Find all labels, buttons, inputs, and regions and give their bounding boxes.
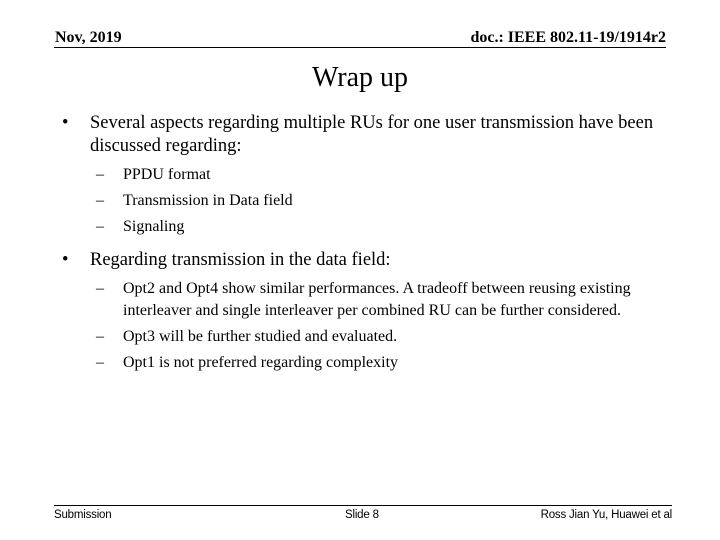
dash-marker: – (96, 218, 104, 235)
sub-item (62, 326, 672, 349)
sub-item-text: Opt3 will be further studied and evaluated. (123, 328, 398, 345)
dash-marker: – (96, 279, 104, 297)
sub-item (62, 216, 672, 239)
sub-item-text: Signaling (123, 218, 185, 235)
slide-title: Wrap up (311, 62, 409, 93)
dash-marker: – (96, 192, 104, 209)
footer-slide-number: Slide 8 (345, 509, 379, 521)
header-date: Nov, 2019 (55, 29, 122, 46)
footer-author: Ross Jian Yu, Huawei et al (540, 509, 672, 521)
bullet-marker: • (62, 113, 69, 133)
header-doc-id: doc.: IEEE 802.11-19/1914r2 (470, 29, 666, 46)
dash-marker: – (96, 328, 104, 345)
bullet-marker: • (62, 249, 69, 270)
bullet-text: Regarding transmission in the data field: (90, 249, 391, 270)
sub-item-text: Transmission in Data field (123, 192, 293, 209)
sub-item (62, 352, 672, 375)
dash-marker: – (96, 354, 104, 371)
sub-item-text: Opt2 and Opt4 show similar performances. A tradeoff between reusing existing interleaver and single interleaver per combined RU can be further considered. (123, 279, 631, 319)
dash-marker: – (96, 166, 104, 183)
footer-submission: Submission (54, 509, 112, 521)
footer-rule (54, 505, 672, 506)
sub-item (62, 278, 672, 323)
sub-item (62, 164, 672, 187)
bullet-text: Several aspects regarding multiple RUs for one user transmission have been discussed regarding: (90, 113, 654, 156)
slide-content (62, 112, 672, 385)
sub-item-text: Opt1 is not preferred regarding complexity (123, 354, 399, 371)
sub-list-1 (62, 164, 672, 239)
header-rule (54, 47, 666, 48)
bullet-2 (62, 249, 672, 272)
sub-item (62, 190, 672, 213)
sub-list-2 (62, 278, 672, 375)
sub-item-text: PPDU format (123, 166, 211, 183)
bullet-1 (62, 112, 672, 158)
